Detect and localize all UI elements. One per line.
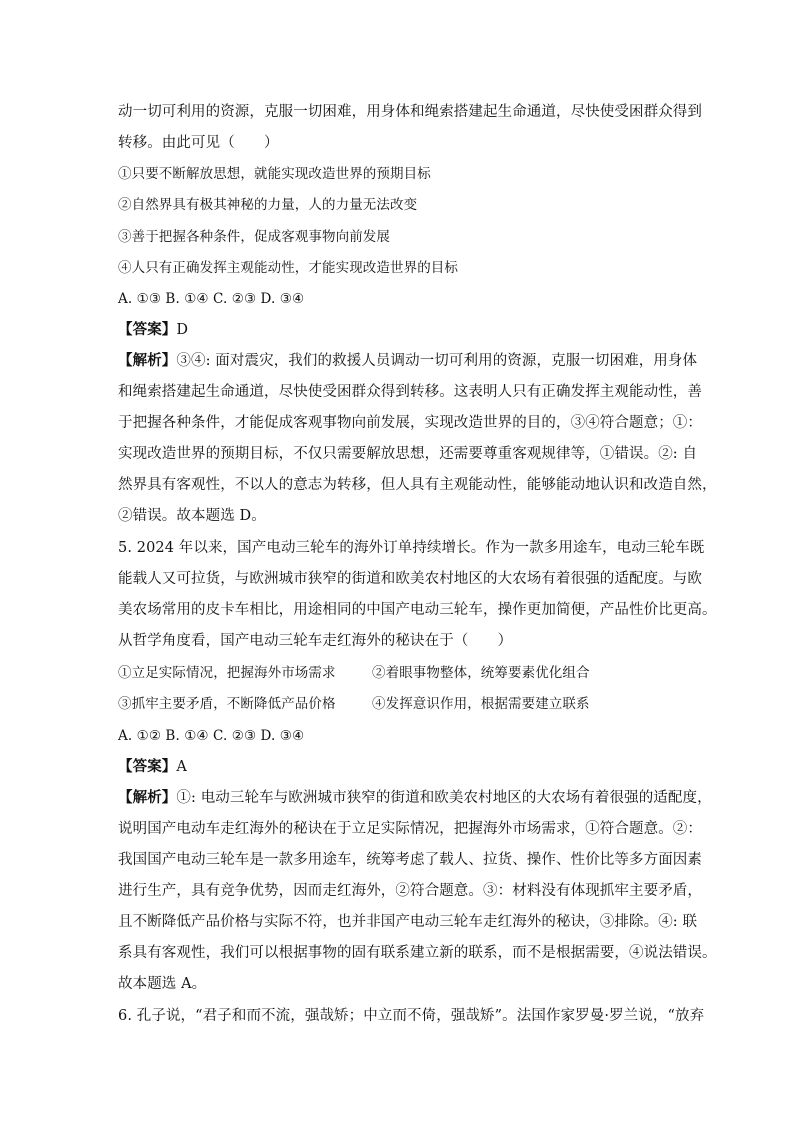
q5-option-4: ④发挥意识作用，根据需要建立联系 <box>372 696 590 712</box>
q5-option-3: ③抓牢主要矛盾，不断降低产品价格 <box>118 696 336 712</box>
q4-analysis-line: 【解析】③④: 面对震灾，我们的救援人员调动一切可利用的资源，克服一切困难，用身体 <box>118 352 698 369</box>
q5-analysis-line: 说明国产电动车走红海外的秘诀在于立足实际情况，把握海外市场需求，①符合题意。②： <box>118 821 702 837</box>
q5-answer <box>118 757 678 777</box>
q4-analysis-line: ②错误。故本题选 D。 <box>118 508 266 524</box>
analysis-label: 【解析】 <box>118 789 177 806</box>
q5-analysis-line: 我国国产电动三轮车是一款多用途车，统筹考虑了载人、拉货、操作、性价比等多方面因素 <box>118 852 702 868</box>
q4-answer <box>118 320 678 340</box>
q5-option-row <box>118 663 678 683</box>
q5-stem-line: 美农场常用的皮卡车相比，用途相同的中国产电动三轮车，操作更加简便，产品性价比更高。 <box>118 602 717 618</box>
q5-option-1: ①立足实际情况，把握海外市场需求 <box>118 665 336 681</box>
q5-analysis-line: 且不断降低产品价格与实际不符，也并非国产电动三轮车走红海外的秘诀，③排除。④: 联 <box>118 914 698 930</box>
q4-option-1: ①只要不断解放思想，就能实现改造世界的预期目标 <box>118 166 431 182</box>
q4-option-3: ③善于把握各种条件，促成客观事物向前发展 <box>118 229 390 245</box>
q5-stem-line: 从哲学角度看，国产电动三轮车走红海外的秘诀在于（ ） <box>118 633 513 649</box>
analysis-label: 【解析】 <box>118 352 177 369</box>
q4-option-4: ④人只有正确发挥主观能动性，才能实现改造世界的目标 <box>118 260 458 276</box>
q4-analysis-line: 于把握各种条件，才能促成客观事物向前发展，实现改造世界的目的，③④符合题意；①： <box>118 415 702 431</box>
answer-value: D <box>176 322 189 338</box>
q5-analysis-line: 【解析】①: 电动三轮车与欧洲城市狭窄的街道和欧美农村地区的大农场有着很强的适配度， <box>118 789 712 806</box>
q4-analysis-line: 和绳索搭建起生命通道，尽快使受困群众得到转移。这表明人只有正确发挥主观能动性，善 <box>118 384 702 400</box>
q4-analysis-line: 然界具有客观性，不以人的意志为转移，但人具有主观能动性，能够能动地认识和改造自然， <box>118 477 717 493</box>
q4-stem-line: 动一切可利用的资源，克服一切困难，用身体和绳索搭建起生命通道，尽快使受困群众得到 <box>118 104 702 120</box>
q4-option-2: ②自然界具有极其神秘的力量，人的力量无法改变 <box>118 197 418 213</box>
q5-option-2: ②着眼事物整体，统筹要素优化组合 <box>372 665 590 681</box>
q5-choices: A. ①② B. ①④ C. ②③ D. ③④ <box>118 728 305 744</box>
q4-stem-line: 转移。由此可见（ ） <box>118 135 279 151</box>
q5-analysis-line: 故本题选 A。 <box>118 976 207 992</box>
answer-label: 【答案】 <box>118 758 177 775</box>
q4-analysis-line: 实现改造世界的预期目标，不仅只需要解放思想，还需要尊重客观规律等，①错误。②: 自 <box>118 446 698 462</box>
q5-analysis-line: 进行生产，具有竞争优势，因而走红海外，②符合题意。③：材料没有体现抓牢主要矛盾， <box>118 883 702 899</box>
q4-choices: A. ①③ B. ①④ C. ②③ D. ③④ <box>118 291 305 307</box>
q5-analysis-line: 系具有客观性，我们可以根据事物的固有联系建立新的联系，而不是根据需要，④说法错误。 <box>118 945 717 961</box>
q6-stem-line: 6. 孔子说，“君子和而不流，强哉矫；中立而不倚，强哉矫”。法国作家罗曼·罗兰说，“放弃 <box>118 1008 705 1024</box>
answer-value: A <box>176 759 187 775</box>
answer-label: 【答案】 <box>118 321 177 338</box>
q5-stem-line: 5. 2024 年以来，国产电动三轮车的海外订单持续增长。作为一款多用途车，电动三轮车既 <box>118 540 705 556</box>
q5-stem-line: 能载人又可拉货，与欧洲城市狭窄的街道和欧美农村地区的大农场有着很强的适配度。与欧 <box>118 571 702 587</box>
q5-option-row <box>118 694 678 714</box>
